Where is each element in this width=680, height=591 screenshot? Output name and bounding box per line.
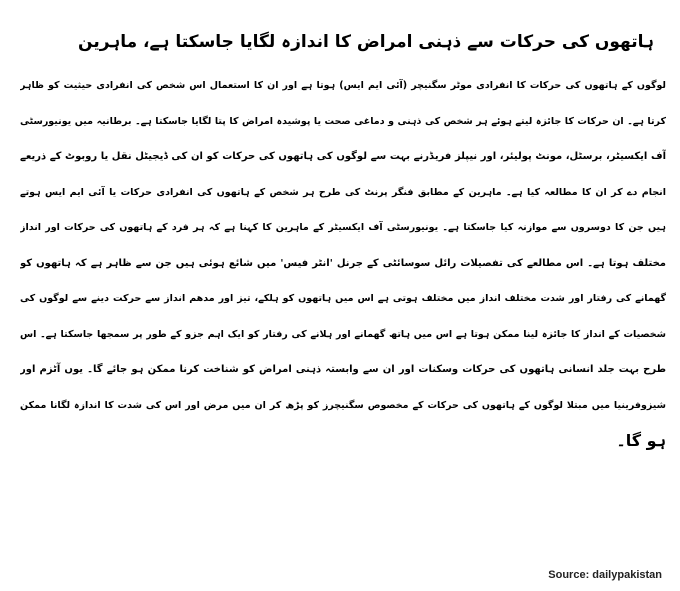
body-line: گھمانے کی رفتار اور شدت مختلف انداز میں مختلف ہوتی ہے اس میں ہاتھوں کو ہلکے، تیز اور مدھم انداز سے حرکت دینے سے لوگوں کی (20, 293, 666, 304)
body-line: ہو گا۔ (616, 431, 666, 450)
body-line: طرح بہت جلد انسانی ہاتھوں کی حرکات وسکنات اور ان سے وابستہ ذہنی امراض کو شناخت کرنا ممکن ہو جائے گا۔ یوں آٹزم اور (20, 364, 666, 375)
body-line: مختلف ہوتا ہے۔ اس مطالعے کی تفصیلات رائل سوسائٹی کے جرنل 'انٹر فیس' میں شائع ہوئی ہیں جن سے ظاہر ہے کہ ہاتھوں کو (20, 257, 666, 269)
body-line: کرتا ہے۔ ان حرکات کا جائزہ لیتے ہوئے ہر شخص کی ذہنی و دماغی صحت یا پوشیدہ امراض کا پتا لگایا جاسکتا ہے۔ برطانیہ میں یونیورسٹی (20, 115, 666, 127)
source-credit: Source: dailypakistan (548, 569, 662, 581)
body-line: شیزوفرینیا میں مبتلا لوگوں کے ہاتھوں کی حرکات کے مخصوص سگنیچرز کو پڑھ کر ان میں مرض اور اس کی شدت کا اندازہ لگانا ممکن (20, 399, 666, 411)
body-line: لوگوں کے ہاتھوں کی حرکات کا انفرادی موٹر سگنیچر (آئی ایم ایس) ہوتا ہے اور ان کا استعمال اس شخص کی انفرادی حیثیت کو ظاہر (20, 80, 666, 91)
article-headline: ہاتھوں کی حرکات سے ذہنی امراض کا اندازہ لگایا جاسکتا ہے، ماہرین (78, 32, 654, 52)
body-line: شخصیات کے انداز کا جائزہ لینا ممکن ہوتا ہے اس میں ہاتھ گھمانے اور ہلانے کی رفتار کو ایک اہم جزو کے طور پر سمجھا جاسکتا ہے۔ اس (20, 328, 666, 340)
article-body (20, 68, 666, 459)
body-line: آف ایکسیٹر، برسٹل، مونٹ پولیئر، اور نیپلز فریڈرنے بہت سے لوگوں کی ہاتھوں کی حرکات کو ان کی ڈیجیٹل نقل یا روبوٹ کے ذریعے (20, 151, 666, 162)
body-line: ہیں جن کا دوسروں سے موازنہ کیا جاسکتا ہے۔ یونیورسٹی آف ایکسیٹر کے ماہرین کا کہنا ہے کہ ہر فرد کے ہاتھوں کی حرکات اور انداز (20, 222, 666, 233)
body-line: انجام دے کر ان کا مطالعہ کیا ہے۔ ماہرین کے مطابق فنگر پرنٹ کی طرح ہر شخص کے ہاتھوں کی انفرادی حرکات یا آئی ایم ایس ہوتے (20, 186, 666, 198)
